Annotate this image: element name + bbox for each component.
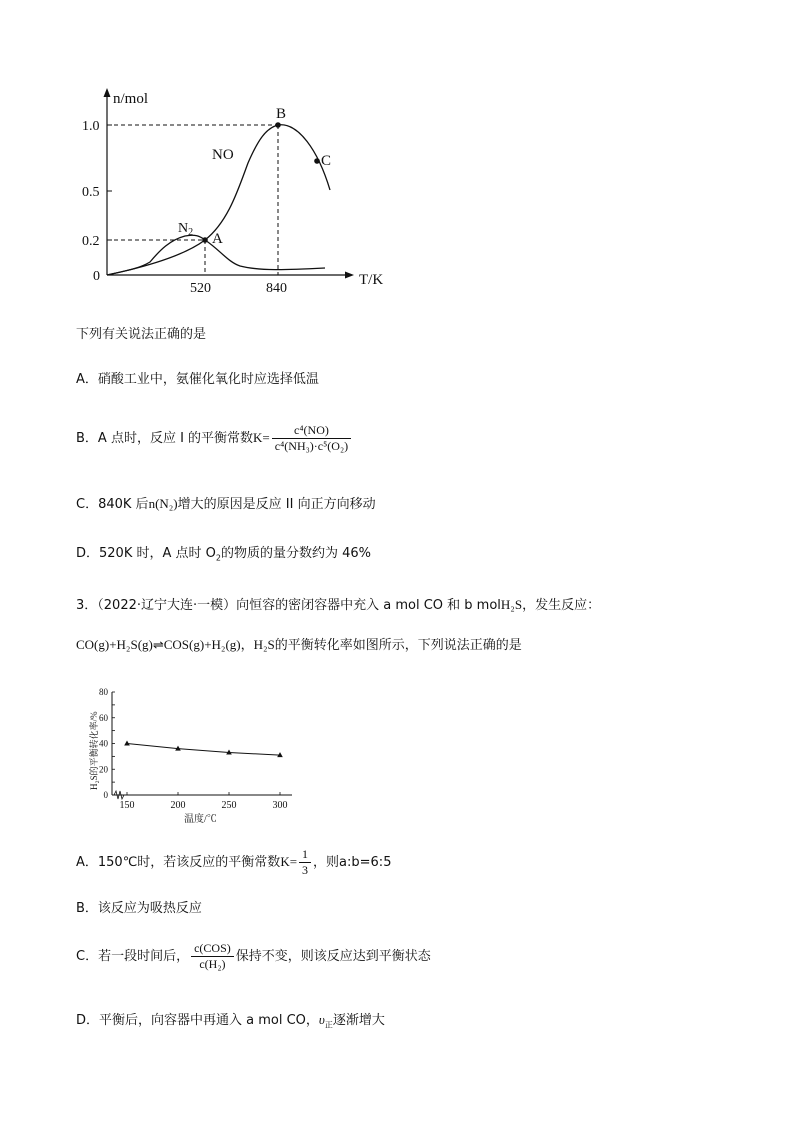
fraction-numerator: c⁴(NO)	[272, 423, 351, 439]
option-d-sub: 2	[215, 553, 221, 563]
question-prompt: 下列有关说法正确的是	[76, 327, 207, 342]
point-c-label: C	[321, 153, 332, 169]
fraction-numerator: c(COS)	[191, 941, 234, 957]
question-3-line2	[76, 636, 522, 655]
option-c-pre: C．840K 后	[76, 497, 149, 512]
y-tick-label: 20	[99, 764, 108, 775]
option-c	[76, 495, 376, 514]
fraction-denominator: c⁴(NH₃)·c⁵(O₂)	[274, 439, 349, 453]
option-c-math: n(N₂)	[148, 496, 178, 511]
y-tick-label: 0	[103, 790, 108, 800]
option-c-post: 增大的原因是反应 II 向正方向移动	[177, 497, 376, 512]
q3-option-c-post: 保持不变，则该反应达到平衡状态	[235, 949, 431, 964]
q3-option-a-k: K=	[280, 854, 298, 869]
q3-option-d-post: 逐渐增大	[332, 1013, 385, 1028]
option-b-k: K=	[253, 430, 270, 445]
point-a-label: A	[212, 231, 223, 247]
q3-line1-pre: 3．（2022·辽宁大连·一模）向恒容的密闭容器中充入 a mol CO 和 b mol	[76, 598, 501, 613]
q3-line1-math: H₂S	[500, 597, 523, 612]
y-axis-label: H₂S的平衡转化率/%	[89, 711, 99, 790]
q3-line1-post: ，发生反应：	[522, 598, 601, 613]
x-tick-label: 520	[190, 281, 211, 296]
q3-option-a-post: ，则a:b=6:5	[313, 855, 392, 870]
x-tick-label: 200	[170, 800, 186, 811]
k-fraction	[299, 847, 311, 878]
conversion-series-line	[127, 744, 280, 756]
x-tick-label: 300	[272, 800, 288, 811]
x-axis-label: T/K	[359, 272, 384, 288]
guide-lines	[107, 125, 278, 275]
point-b	[275, 122, 281, 128]
reaction-equation: CO(g)+H₂S(g)⇌COS(g)+H₂(g)	[76, 637, 241, 652]
y-tick-label: 0	[93, 269, 100, 284]
no-label: NO	[212, 147, 234, 163]
fraction-numerator: 1	[299, 847, 311, 863]
x-axis-arrow	[345, 272, 354, 279]
x-tick-label: 840	[266, 281, 287, 296]
option-b	[76, 422, 353, 455]
conversion-chart	[0, 680, 794, 830]
q3-option-b: B．该反应为吸热反应	[76, 901, 202, 916]
y-axis-arrow	[104, 88, 111, 97]
equilibrium-amount-chart	[0, 0, 794, 300]
option-d-pre: D．520K 时，A 点时 O	[76, 546, 216, 561]
y-tick-label: 40	[99, 738, 108, 749]
y-tick-label: 0.2	[82, 234, 100, 249]
x-tick-label: 150	[119, 800, 135, 811]
y-tick-label: 80	[99, 687, 108, 697]
q3-option-d	[76, 1011, 385, 1035]
option-d-post: 的物质的量分数约为 46%	[220, 546, 371, 561]
option-d	[76, 545, 371, 568]
y-tick-label: 0.5	[82, 185, 100, 200]
q3-line2-post: 的平衡转化率如图所示，下列说法正确的是	[274, 638, 522, 653]
x-axis-label: 温度/℃	[184, 814, 217, 825]
q3-line2-math: H₂S	[253, 637, 275, 652]
velocity-subscript: 正	[324, 1020, 333, 1030]
equilibrium-constant-fraction	[272, 423, 351, 454]
q3-option-d-pre: D．平衡后，向容器中再通入 a mol CO，	[76, 1013, 319, 1028]
y-tick-label: 1.0	[82, 119, 100, 134]
point-c	[314, 158, 320, 164]
data-point-marker	[124, 741, 130, 746]
fraction-denominator: c(H₂)	[199, 957, 226, 971]
q3-option-a	[76, 846, 391, 879]
q3-option-c-pre: C．若一段时间后，	[76, 949, 190, 964]
velocity-symbol: υ	[318, 1012, 325, 1027]
x-tick-label: 250	[221, 800, 237, 811]
concentration-ratio-fraction	[191, 941, 234, 972]
y-axis-label: n/mol	[113, 91, 149, 107]
y-tick-label: 60	[99, 712, 108, 723]
fraction-denominator: 3	[302, 863, 309, 877]
point-a	[202, 237, 208, 243]
option-b-text: B．A 点时，反应 I 的平衡常数	[76, 431, 254, 446]
q3-option-c	[76, 941, 431, 973]
q3-line2-mid: ，	[240, 638, 254, 653]
q3-option-a-pre: A．150℃时，若该反应的平衡常数	[76, 855, 281, 870]
option-a: A．硝酸工业中，氨催化氧化时应选择低温	[76, 372, 319, 387]
point-b-label: B	[276, 106, 287, 122]
question-3-line1	[76, 596, 600, 615]
n2-label: $N_2$	[178, 221, 194, 238]
